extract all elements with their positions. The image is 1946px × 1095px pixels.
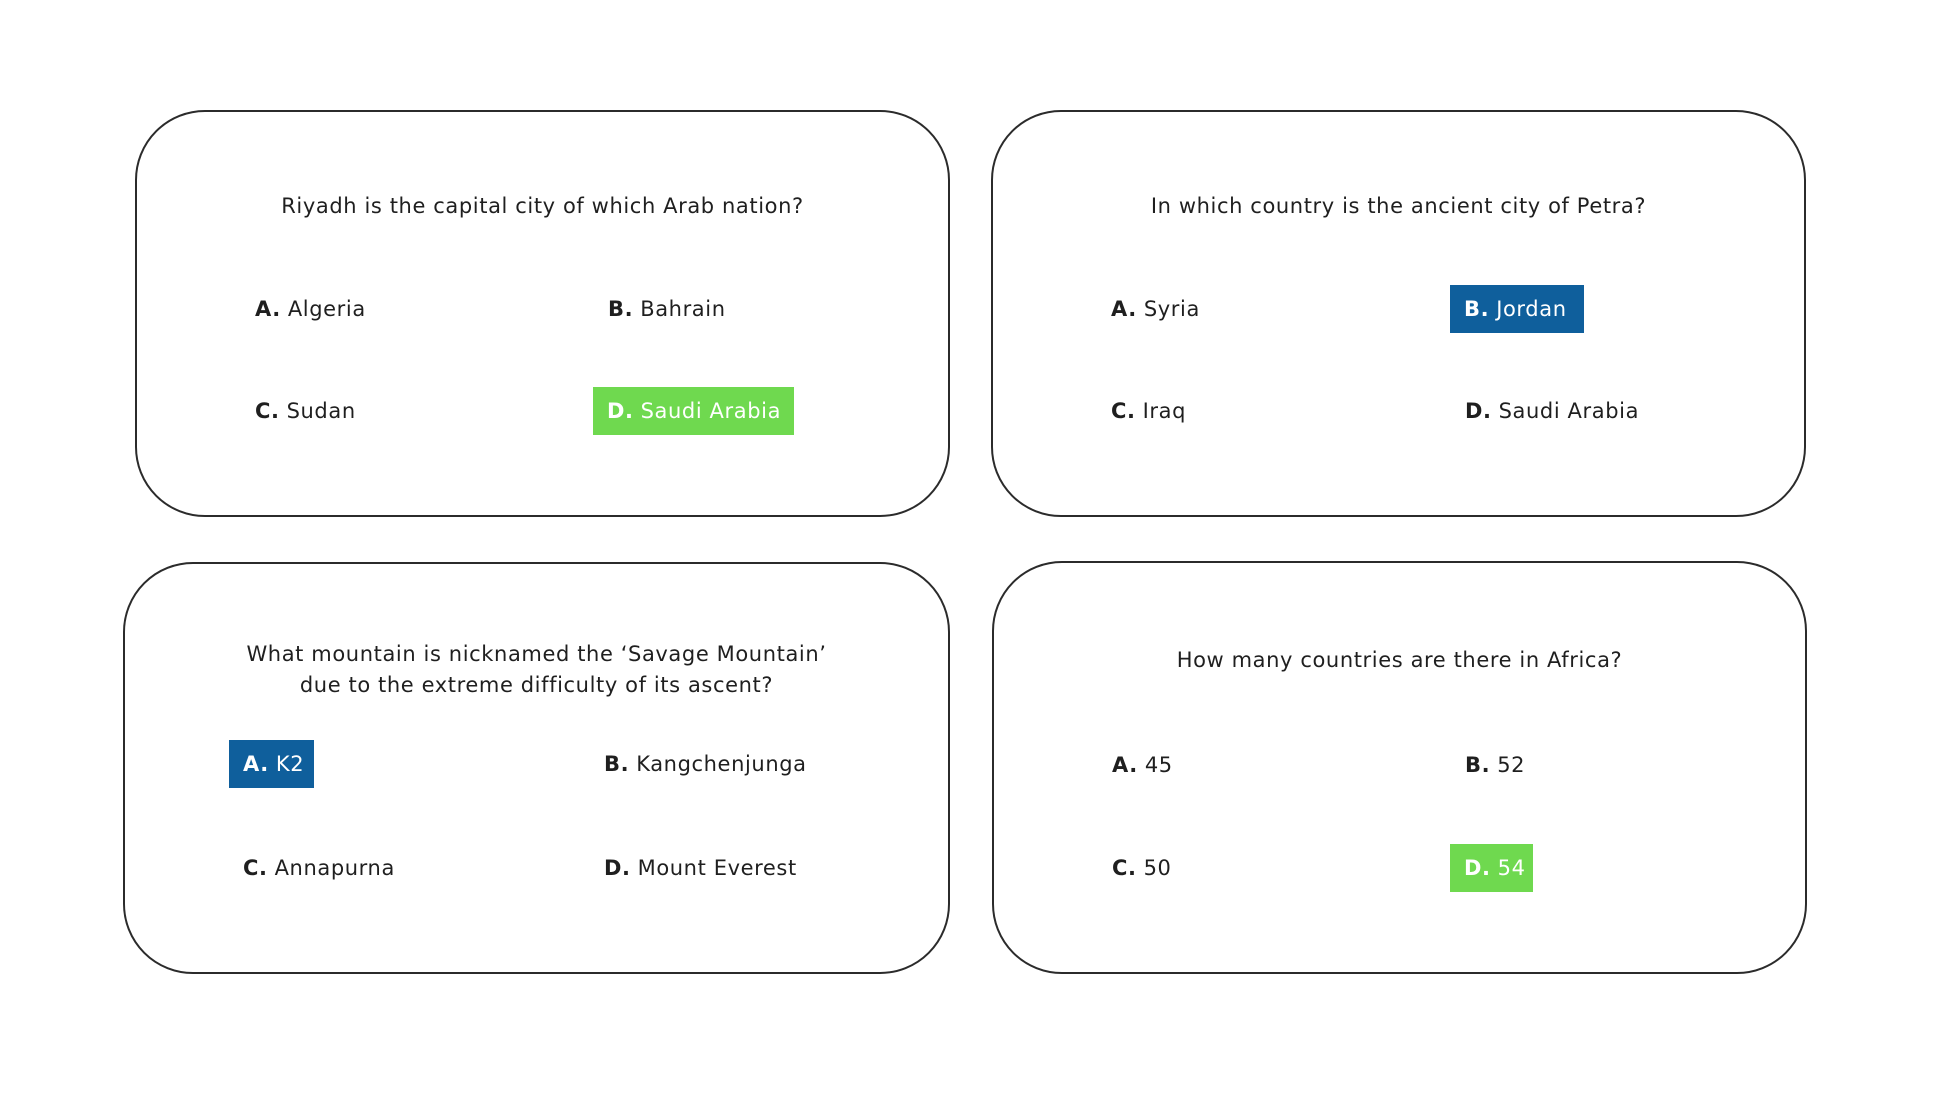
quiz-card-riyadh <box>135 110 950 517</box>
option-text: Sudan <box>286 399 356 423</box>
quiz-card-petra <box>991 110 1806 517</box>
option-letter: A. <box>1111 297 1137 321</box>
option-letter: C. <box>1112 856 1137 880</box>
option-c[interactable] <box>255 387 356 435</box>
question-line-1: What mountain is nicknamed the ‘Savage Mountain’ <box>246 642 827 666</box>
option-text: 45 <box>1144 753 1173 777</box>
option-text: Kangchenjunga <box>636 752 807 776</box>
option-text: K2 <box>275 752 305 776</box>
option-letter: A. <box>243 752 269 776</box>
option-a[interactable] <box>1111 285 1200 333</box>
option-letter: C. <box>255 399 280 423</box>
option-d-correct-answer[interactable] <box>593 387 794 435</box>
option-d-correct-answer[interactable] <box>1450 844 1533 892</box>
option-letter: C. <box>1111 399 1136 423</box>
option-text: Algeria <box>287 297 366 321</box>
option-letter: A. <box>1112 753 1138 777</box>
option-text: 52 <box>1497 753 1526 777</box>
option-letter: C. <box>243 856 268 880</box>
question-line-2: due to the extreme difficulty of its ascent? <box>299 673 774 697</box>
question-text: In which country is the ancient city of Petra? <box>1150 194 1647 218</box>
option-letter: D. <box>604 856 631 880</box>
question-text <box>165 639 908 701</box>
option-c[interactable] <box>1111 387 1186 435</box>
option-letter: A. <box>255 297 281 321</box>
option-letter: B. <box>604 752 630 776</box>
option-letter: D. <box>1464 856 1491 880</box>
option-b[interactable] <box>1465 741 1525 789</box>
option-letter: B. <box>1464 297 1490 321</box>
option-text: Bahrain <box>640 297 726 321</box>
option-d[interactable] <box>604 844 797 892</box>
option-letter: B. <box>1465 753 1491 777</box>
quiz-card-savage-mountain <box>123 562 950 974</box>
option-text: Syria <box>1143 297 1200 321</box>
option-text: Saudi Arabia <box>1498 399 1640 423</box>
option-b[interactable] <box>604 740 807 788</box>
option-text: Saudi Arabia <box>640 399 782 423</box>
question-text: How many countries are there in Africa? <box>1176 648 1623 672</box>
option-letter: B. <box>608 297 634 321</box>
option-b-correct-answer[interactable] <box>1450 285 1584 333</box>
question-text: Riyadh is the capital city of which Arab nation? <box>281 194 804 218</box>
option-letter: D. <box>1465 399 1492 423</box>
option-text: 50 <box>1143 856 1172 880</box>
option-a[interactable] <box>1112 741 1173 789</box>
option-letter: D. <box>607 399 634 423</box>
option-a[interactable] <box>255 285 366 333</box>
option-d[interactable] <box>1465 387 1639 435</box>
option-b[interactable] <box>608 285 726 333</box>
option-text: Mount Everest <box>637 856 797 880</box>
option-text: 54 <box>1497 856 1526 880</box>
option-text: Annapurna <box>274 856 395 880</box>
option-a-correct-answer[interactable] <box>229 740 314 788</box>
quiz-card-africa <box>992 561 1807 974</box>
option-c[interactable] <box>243 844 395 892</box>
option-c[interactable] <box>1112 844 1172 892</box>
option-text: Jordan <box>1496 297 1567 321</box>
option-text: Iraq <box>1142 399 1187 423</box>
